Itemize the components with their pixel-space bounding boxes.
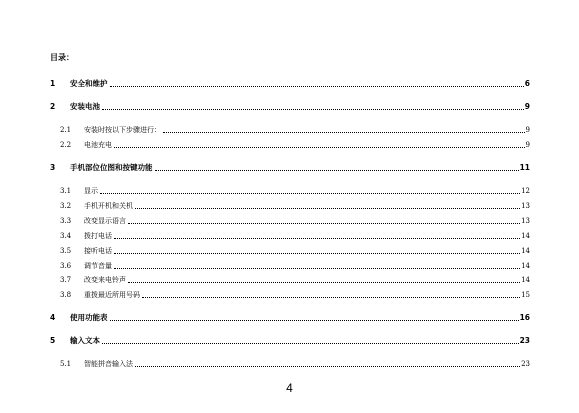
toc-entry-number: 3.4 — [60, 232, 72, 240]
toc-heading: 目录： — [50, 53, 74, 62]
toc-entry-title: 输入文本 — [70, 336, 100, 345]
dot-leader — [114, 267, 520, 269]
dot-leader — [135, 207, 520, 209]
dot-leader — [100, 192, 520, 194]
dot-leader — [142, 296, 520, 298]
dot-leader — [114, 252, 520, 254]
toc-entry[interactable] — [60, 214, 530, 226]
toc-entry-number: 4 — [50, 313, 56, 322]
toc-entry-title: 安全和维护 — [70, 79, 108, 88]
toc-entry[interactable] — [60, 288, 530, 300]
dot-leader — [102, 342, 519, 344]
toc-entry[interactable] — [60, 259, 530, 271]
toc-entry-page: 23 — [521, 360, 530, 368]
toc-entry-title: 拨打电话 — [84, 232, 112, 240]
toc-entry-page: 14 — [521, 276, 530, 284]
toc-entry-page: 14 — [521, 262, 530, 270]
toc-entry[interactable] — [60, 244, 530, 256]
toc-entry-title: 接听电话 — [84, 247, 112, 255]
toc-entry-page: 9 — [525, 126, 530, 134]
toc-entry[interactable] — [50, 100, 530, 112]
dot-leader — [128, 222, 520, 224]
toc-entry-title: 安装时按以下步骤进行： — [84, 126, 161, 134]
toc-entry-title: 改变来电铃声 — [84, 276, 126, 284]
dot-leader — [110, 85, 524, 87]
toc-entry-number: 2 — [50, 102, 56, 111]
toc-entry[interactable] — [60, 229, 530, 241]
toc-entry-number: 5 — [50, 336, 56, 345]
toc-entry-title: 重拨最近所用号码 — [84, 291, 140, 299]
toc-entry[interactable] — [60, 273, 530, 285]
toc-entry-number: 3.1 — [60, 187, 72, 195]
dot-leader — [128, 281, 520, 283]
toc-entry-title: 改变显示语言 — [84, 217, 126, 225]
toc-entry-number: 3.7 — [60, 276, 72, 284]
toc-entry[interactable] — [50, 77, 530, 89]
toc-entry-title: 电池充电 — [84, 141, 112, 149]
toc-entry[interactable] — [60, 184, 530, 196]
toc-entry-number: 3.6 — [60, 262, 72, 270]
toc-entry-title: 调节音量 — [84, 262, 112, 270]
toc-entry-page: 6 — [524, 79, 530, 88]
toc-entry[interactable] — [50, 161, 530, 173]
toc-entry-number: 3.2 — [60, 202, 72, 210]
toc-entry[interactable] — [60, 123, 530, 135]
toc-entry[interactable] — [50, 311, 530, 323]
toc-entry-number: 3.8 — [60, 291, 72, 299]
page-number: 4 — [286, 381, 293, 395]
toc-entry-page: 9 — [524, 102, 530, 111]
toc-entry-page: 15 — [521, 291, 530, 299]
toc-entry-page: 9 — [525, 141, 530, 149]
toc-entry[interactable] — [60, 199, 530, 211]
toc-entry-number: 3.3 — [60, 217, 72, 225]
toc-entry-title: 安装电池 — [70, 102, 100, 111]
toc-entry-number: 2.1 — [60, 126, 72, 134]
toc-entry[interactable] — [60, 357, 530, 369]
toc-entry-page: 23 — [519, 336, 530, 345]
toc-entry-title: 智能拼音输入法 — [84, 360, 133, 368]
toc-entry-number: 1 — [50, 79, 56, 88]
toc-entry-page: 12 — [521, 187, 530, 195]
toc-entry-page: 14 — [521, 247, 530, 255]
toc-entry-title: 手机部位位图和按键功能 — [70, 163, 153, 172]
toc-entry-page: 11 — [519, 163, 530, 172]
dot-leader — [135, 365, 520, 367]
toc-entry-number: 3 — [50, 163, 56, 172]
toc-entry-page: 13 — [521, 202, 530, 210]
toc-entry[interactable] — [50, 334, 530, 346]
toc-entry-number: 3.5 — [60, 247, 72, 255]
dot-leader — [155, 169, 519, 171]
toc-entry[interactable] — [60, 138, 530, 150]
dot-leader — [110, 319, 519, 321]
toc-entry-title: 使用功能表 — [70, 313, 108, 322]
dot-leader — [102, 108, 524, 110]
dot-leader — [163, 131, 525, 133]
dot-leader — [114, 237, 520, 239]
toc-entry-number: 2.2 — [60, 141, 72, 149]
toc-entry-title: 手机开机和关机 — [84, 202, 133, 210]
toc-entry-page: 16 — [519, 313, 530, 322]
toc-entry-page: 14 — [521, 232, 530, 240]
toc-entry-page: 13 — [521, 217, 530, 225]
toc-entry-title: 显示 — [84, 187, 98, 195]
toc-entry-number: 5.1 — [60, 360, 72, 368]
dot-leader — [114, 146, 525, 148]
